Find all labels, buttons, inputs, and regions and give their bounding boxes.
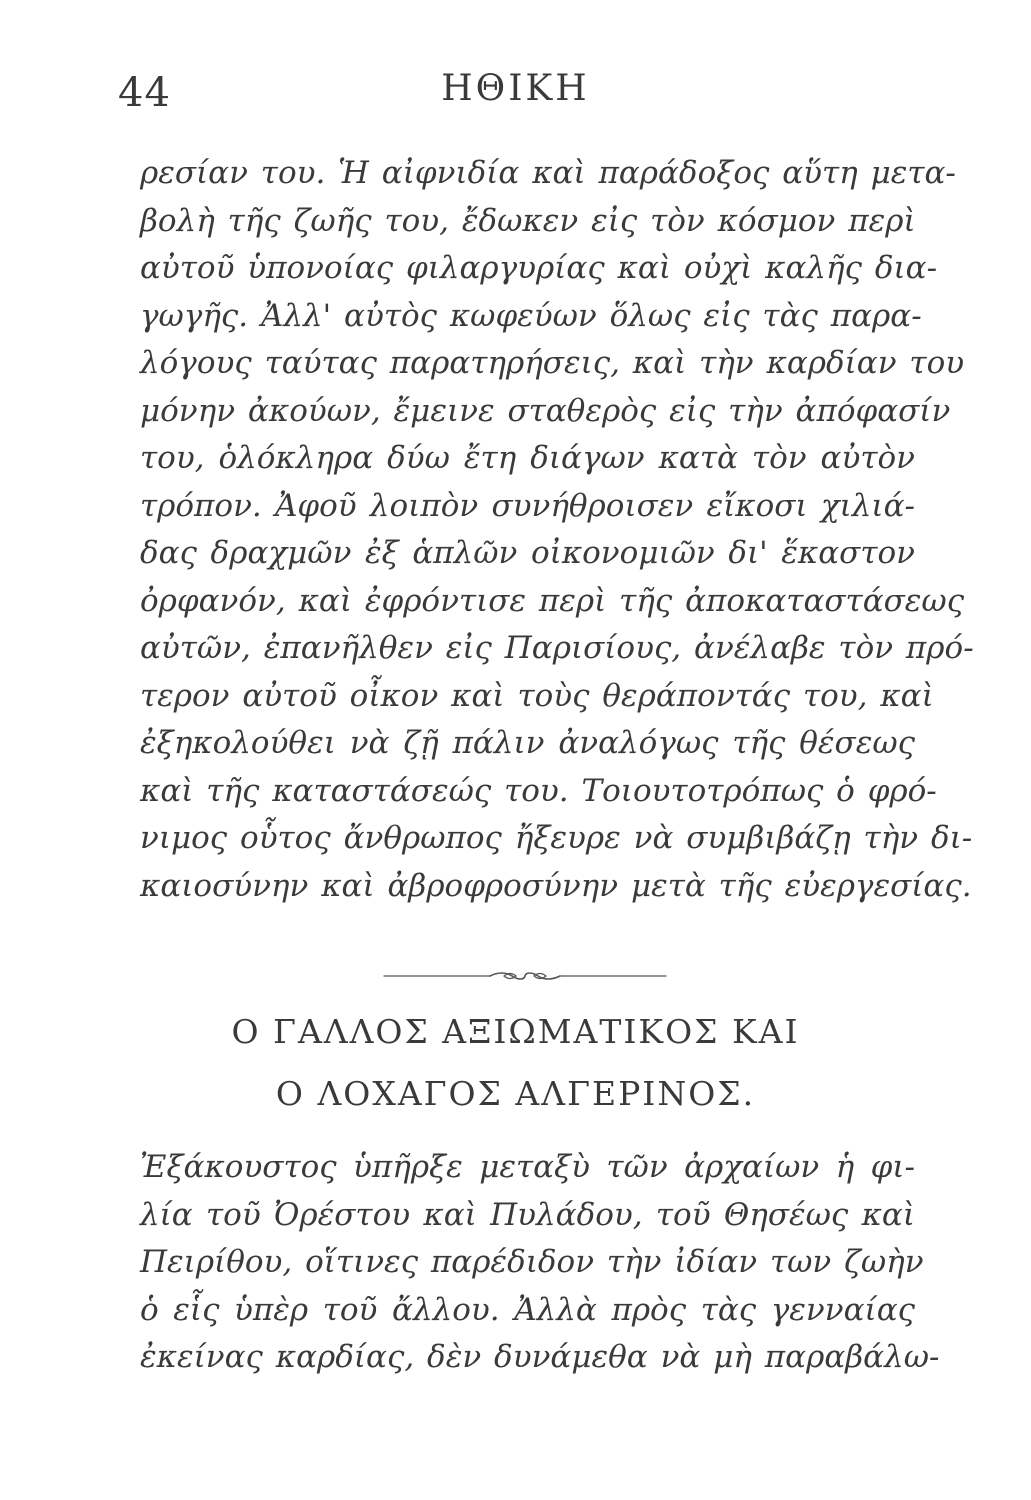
text-line: λόγους ταύτας παρατηρήσεις, καὶ τὴν καρδίαν του bbox=[140, 345, 965, 381]
text-line: Ἐξάκουστος ὑπῆρξε μεταξὺ τῶν ἀρχαίων ἡ φι- bbox=[140, 1149, 915, 1185]
text-line: ὁ εἷς ὑπὲρ τοῦ ἄλλου. Ἀλλὰ πρὸς τὰς γενναίας bbox=[140, 1291, 915, 1328]
text-line: νιμος οὗτος ἄνθρωπος ἤξευρε νὰ συμβιβάζῃ τὴν δι- bbox=[140, 820, 973, 856]
text-line: ἐξηκολούθει νὰ ζῇ πάλιν ἀναλόγως τῆς θέσεως bbox=[140, 725, 915, 761]
text-line: μόνην ἀκούων, ἔμεινε σταθερὸς εἰς τὴν ἀπόφασίν bbox=[140, 392, 951, 429]
text-line: ἐκείνας καρδίας, δὲν δυνάμεθα νὰ μὴ παραβάλω- bbox=[140, 1339, 940, 1375]
text-line: τρόπον. Ἀφοῦ λοιπὸν συνήθροισεν εἴκοσι χιλιά- bbox=[140, 487, 915, 524]
page-number: 44 bbox=[118, 70, 171, 116]
text-line: λία τοῦ Ὀρέστου καὶ Πυλάδου, τοῦ Θησέως καὶ bbox=[140, 1196, 915, 1233]
text-line: καὶ τῆς καταστάσεώς του. Τοιουτοτρόπως ὁ φρό- bbox=[140, 772, 937, 809]
text-line: ρεσίαν του. Ἡ αἰφνιδία καὶ παράδοξος αὕτη μετα- bbox=[140, 155, 956, 191]
text-line: Πειρίθου, οἵτινες παρέδιδον τὴν ἰδίαν των ζωὴν bbox=[140, 1244, 924, 1280]
text-line: γωγῆς. Ἀλλ' αὐτὸς κωφεύων ὅλως εἰς τὰς παρα- bbox=[140, 297, 922, 334]
paragraph-2 bbox=[140, 1144, 940, 1382]
section-title-line-2: Ο ΛΟΧΑΓΟΣ ΑΛΓΕΡΙΝΟΣ. bbox=[275, 1074, 756, 1113]
section-title-line-1: Ο ΓΑΛΛΟΣ ΑΞΙΩΜΑΤΙΚΟΣ ΚΑΙ bbox=[231, 1012, 800, 1051]
text-line: βολὴ τῆς ζωῆς του, ἔδωκεν εἰς τὸν κόσμον περὶ bbox=[140, 202, 916, 239]
running-title: ΗΘΙΚΗ bbox=[441, 68, 590, 109]
ornamental-divider bbox=[382, 966, 668, 986]
text-line: αὐτοῦ ὑπονοίας φιλαργυρίας καὶ οὐχὶ καλῆς δια- bbox=[140, 250, 938, 286]
paragraph-1 bbox=[140, 150, 974, 910]
text-line: αὐτῶν, ἐπανῆλθεν εἰς Παρισίους, ἀνέλαβε τὸν πρό- bbox=[140, 630, 974, 666]
text-line: τερον αὐτοῦ οἶκον καὶ τοὺς θεράποντάς του, καὶ bbox=[140, 677, 934, 714]
text-line: δας δραχμῶν ἐξ ἁπλῶν οἰκονομιῶν δι' ἕκαστον bbox=[140, 535, 915, 571]
text-line: του, ὁλόκληρα δύω ἔτη διάγων κατὰ τὸν αὐτὸν bbox=[140, 440, 915, 476]
text-line: ὀρφανόν, καὶ ἐφρόντισε περὶ τῆς ἀποκαταστάσεως bbox=[140, 582, 965, 619]
text-line: καιοσύνην καὶ ἀβροφροσύνην μετὰ τῆς εὐεργεσίας. bbox=[140, 867, 972, 904]
